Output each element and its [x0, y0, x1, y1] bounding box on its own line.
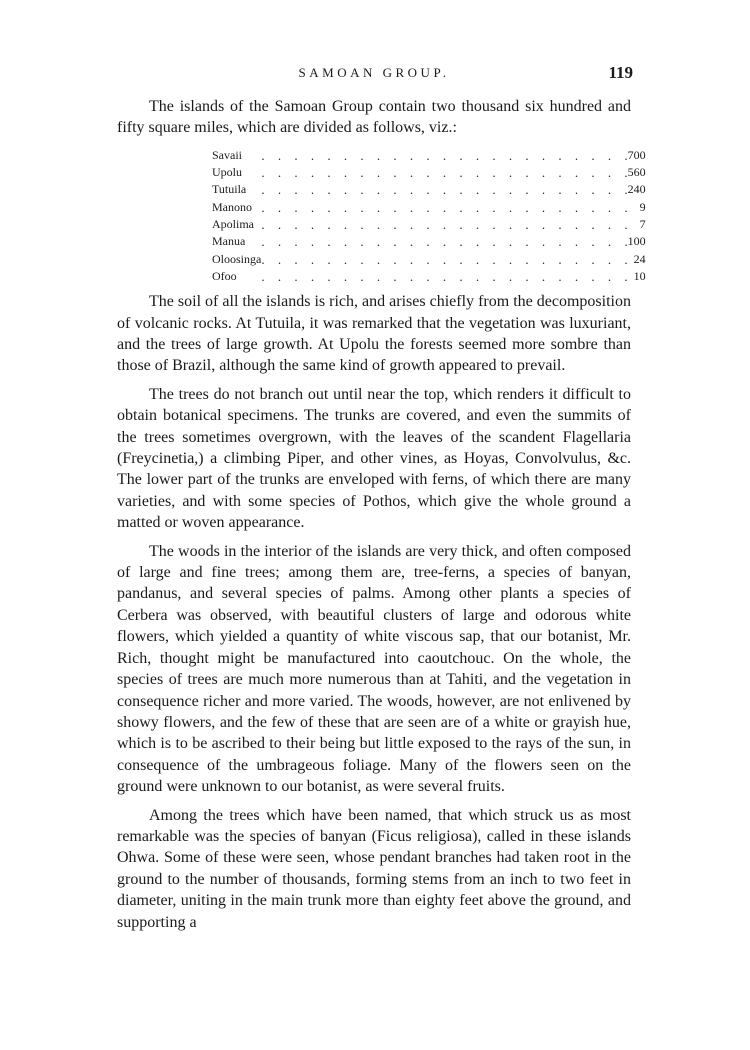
paragraph-banyan: Among the trees which have been named, that which struck us as most remarkable was the species of banyan (Ficus religiosa), called in these islands Ohwa. Some of these were seen, whose pendant branches had taken root in the ground to the number of thousands, forming stems from an inch to two feet in diameter, uniting in the main trunk more than eighty feet above the ground, and supporting a	[117, 806, 631, 931]
island-area-value: 24	[633, 251, 646, 266]
island-area-value: 560	[627, 165, 646, 180]
island-name: Manua	[212, 234, 246, 249]
island-area-row	[212, 164, 646, 181]
island-name: Tutuila	[212, 182, 247, 197]
island-area-value: 700	[627, 147, 646, 162]
dot-leader	[261, 181, 627, 198]
island-area-value: 7	[639, 217, 646, 231]
island-area-value: 9	[639, 199, 646, 214]
island-area-value: 240	[627, 182, 646, 197]
paragraph-trees: The trees do not branch out until near the top, which renders it difficult to obtain botanical specimens. The trunks are covered, and even the summits of the trees sometimes overgrown, with the leaves of the scandent Flagellaria (Freycinetia,) a climbing Piper, and other vines, as Hoyas, Convolvulus, &c. The lower part of the trunks are enveloped with ferns, of which there are many varieties, and with some species of Pothos, which give the whole ground a matted or woven appearance.	[117, 385, 631, 532]
running-head: SAMOAN GROUP.	[298, 65, 450, 80]
paragraph-soil: The soil of all the islands is rich, and arises chiefly from the decomposition of volcanic rocks. At Tutuila, it was remarked that the vegetation was luxuriant, and the trees of large growth. At Upolu the forests seemed more sombre than those of Brazil, although the same kind of growth appeared to prevail.	[117, 293, 631, 375]
island-name: Apolima	[212, 217, 254, 231]
dot-leader	[261, 147, 627, 164]
island-name: Ofoo	[212, 268, 237, 283]
island-area-row	[212, 199, 646, 216]
body-text	[117, 96, 646, 933]
island-name: Upolu	[212, 165, 242, 180]
island-name: Savaii	[212, 147, 242, 162]
dot-leader	[261, 251, 627, 268]
dot-leader	[261, 164, 627, 181]
island-area-value: 10	[633, 268, 646, 283]
dot-leader	[261, 216, 627, 233]
island-area-row	[212, 268, 646, 285]
page-header	[117, 63, 631, 89]
island-name: Oloosinga	[212, 251, 262, 266]
island-name: Manono	[212, 199, 252, 214]
island-area-table	[212, 147, 646, 285]
intro-paragraph: The islands of the Samoan Group contain two thousand six hundred and fifty square miles, which are divided as follows, viz.:	[117, 98, 631, 137]
island-area-row	[212, 216, 646, 233]
dot-leader	[261, 199, 627, 216]
island-area-row	[212, 251, 646, 268]
dot-leader	[261, 268, 627, 285]
island-area-value: 100	[627, 234, 646, 249]
island-area-row	[212, 181, 646, 198]
island-area-row	[212, 233, 646, 250]
paragraph-woods: The woods in the interior of the islands are very thick, and often composed of large and fine trees; among them are, tree-ferns, a species of banyan, pandanus, and several species of palms. Among other plants a species of Cerbera was observed, with beautiful clusters of large and odorous white flowers, which yielded a quantity of white viscous sap, that our botanist, Mr. Rich, thought might be manufactured into caoutchouc. On the whole, the species of trees are much more numerous than at Tahiti, and the vegetation in consequence richer and more varied. The woods, however, are not enlivened by showy flowers, and the few of these that are seen are of a white or grayish hue, which is to be ascribed to their being but little exposed to the rays of the sun, in consequence of the umbrageous foliage. Many of the flowers seen on the ground were unknown to our botanist, as were several fruits.	[117, 542, 631, 796]
page-number: 119	[608, 63, 633, 82]
island-area-row	[212, 147, 646, 164]
island-area-rows	[212, 147, 646, 285]
dot-leader	[261, 233, 627, 250]
